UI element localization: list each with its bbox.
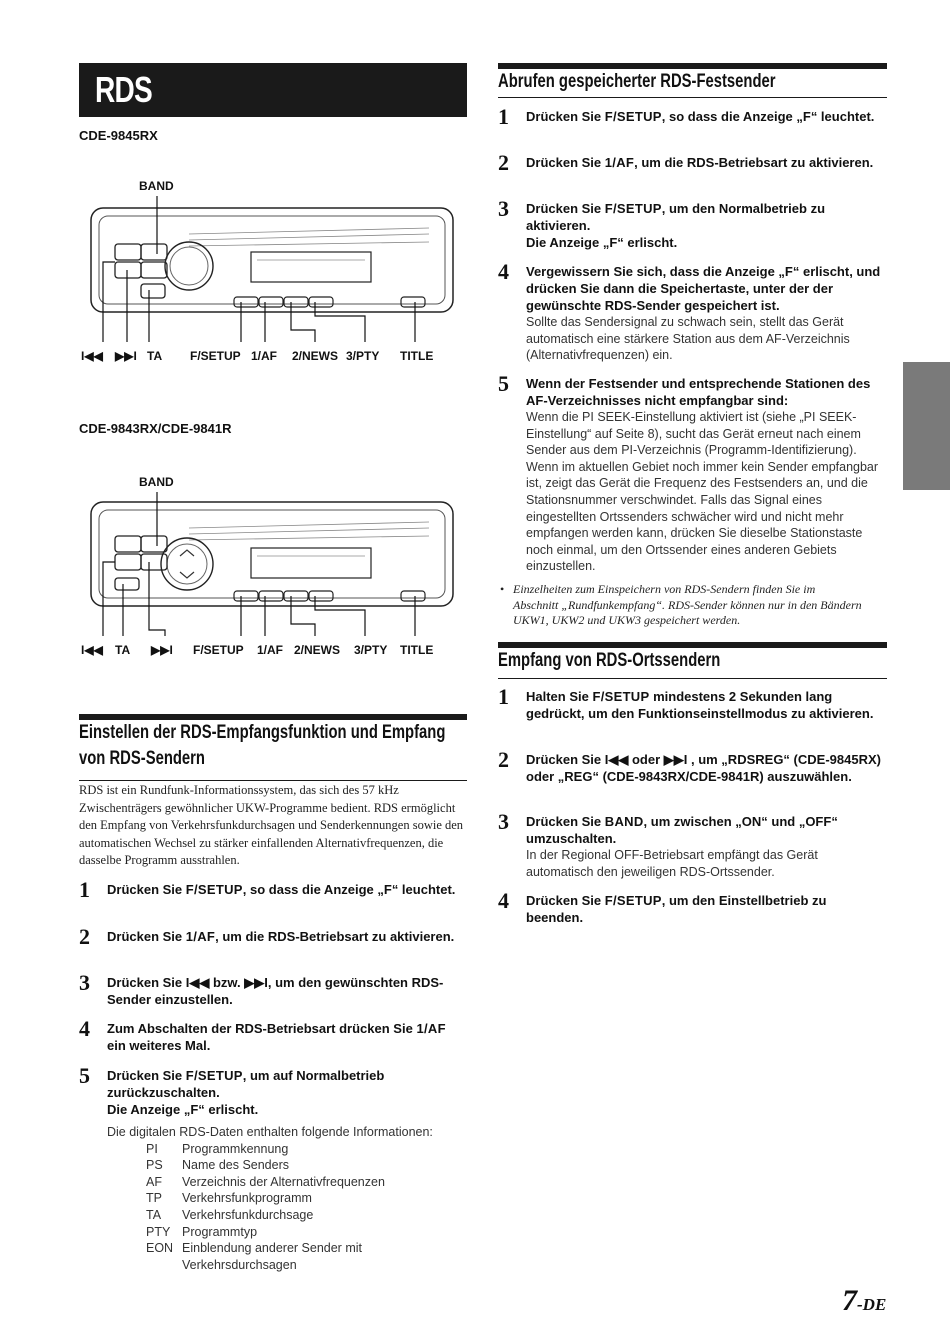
bullet-dot: •: [500, 582, 505, 596]
key-fsetup: F/SETUP: [592, 689, 650, 704]
rds-info-row: PTY Programmtyp: [146, 1224, 258, 1239]
diagram1-label-fsetup: F/SETUP: [190, 349, 241, 363]
step-number: 1: [498, 104, 509, 129]
section1-title: Einstellen der RDS-Empfangsfunktion und Empfang von RDS-Sendern: [79, 722, 446, 769]
step-number: 4: [498, 259, 509, 284]
diagram2-label-next: ▶▶I: [151, 643, 173, 657]
diagram2-band-label: BAND: [139, 475, 174, 489]
diagram2-label-2news: 2/NEWS: [294, 643, 341, 657]
section1-step-4: 4 Zum Abschalten der RDS-Betriebsart drücken Sie 1/AF ein weiteres Mal.: [79, 1016, 446, 1053]
diagram1-label-2news: 2/NEWS: [292, 349, 339, 363]
device-diagram-1: [79, 170, 467, 370]
key-fsetup: F/SETUP: [185, 882, 243, 897]
side-thumb-tab: [903, 362, 950, 490]
diagram1-label-3pty: 3/PTY: [346, 349, 380, 363]
diagram1-label-prev: I◀◀: [81, 349, 103, 363]
section1-step-1: 1 Drücken Sie F/SETUP, so dass die Anzeige „F“ leuchtet.: [79, 877, 456, 902]
step-number: 2: [79, 924, 90, 949]
key-1af: 1/AF: [185, 929, 216, 944]
section1-step-3: 3 Drücken Sie I◀◀ bzw. ▶▶I, um den gewünschten RDS-Sender einzustellen.: [79, 970, 444, 1007]
diagram2-label-fsetup: F/SETUP: [193, 643, 244, 657]
key-band: BAND: [604, 814, 644, 829]
rds-info-row: EON Einblendung anderer Sender mit: [146, 1241, 362, 1256]
step-number: 3: [498, 196, 509, 221]
step-number: 1: [79, 877, 90, 902]
key-fsetup: F/SETUP: [604, 201, 662, 216]
step-note: In der Regional OFF-Betriebsart empfängt das Gerät automatisch den jeweiligen RDS-Ortssender.: [526, 848, 818, 879]
diagram2-label-title: TITLE: [400, 643, 434, 657]
rds-banner: [79, 63, 467, 117]
diagram1-label-title: TITLE: [400, 349, 434, 363]
section2-heading: [498, 63, 887, 98]
rds-info-row: TP Verkehrsfunkprogramm: [146, 1191, 312, 1206]
rds-info-row: Verkehrsdurchsagen: [182, 1257, 297, 1272]
step-number: 3: [79, 970, 90, 995]
model-label-1: CDE-9845RX: [79, 128, 158, 143]
step-note: Sollte das Sendersignal zu schwach sein, stellt das Gerät automatisch eine stärkere Station aus dem AF-Verzeichnis (Alternativfrequenzen) ein.: [526, 315, 850, 363]
diagram1-label-ta: TA: [147, 349, 163, 363]
diagram1-band-label: BAND: [139, 179, 174, 193]
section1-step-2: 2 Drücken Sie 1/AF, um die RDS-Betriebsart zu aktivieren.: [79, 924, 455, 949]
key-1af: 1/AF: [604, 155, 635, 170]
step-number: 2: [498, 747, 509, 772]
step-number: 4: [79, 1016, 90, 1041]
section3-title: Empfang von RDS-Ortssendern: [498, 650, 721, 671]
diagram2-label-ta: TA: [115, 643, 131, 657]
section1-heading: [79, 714, 467, 781]
key-fsetup: F/SETUP: [185, 1068, 243, 1083]
step-note: Wenn die PI SEEK-Einstellung aktiviert ist (siehe „PI SEEK-Einstellung“ auf Seite 8), sucht das Gerät erneut nach einem Sender aus dem PI-Verzeichnis (Programm-Identifizierung). Wenn im aktuellen Gebiet noch immer kein Sender empfangbar ist, zeigt das Gerät die Frequenz des Festsenders an, und die Stationsnummer verschwindet. Falls das Signal eines eingestellten Ortssenders schwächer wird und nicht mehr empfangen werden kann, drücken Sie dieselbe Stationstaste noch einmal, um den Ortssender eines anderen Gebiets einzustellen.: [526, 410, 879, 574]
section3-step-3: 3 Drücken Sie BAND, um zwischen „ON“ und „OFF“ umzuschalten. In der Regional OFF-Betriebsart empfängt das Gerät automatisch den jeweiligen RDS-Ortssender.: [498, 813, 887, 881]
section3-step-1: 1 Halten Sie F/SETUP mindestens 2 Sekunden lang gedrückt, um den Funktionseinstellmodus zu aktivieren.: [498, 684, 874, 721]
step-number: 3: [498, 809, 509, 834]
rds-info-intro: Die digitalen RDS-Daten enthalten folgende Informationen:: [107, 1125, 433, 1139]
rds-info-row: PI Programmkennung: [146, 1141, 289, 1156]
diagram1-label-1af: 1/AF: [251, 349, 278, 363]
section3-step-2: 2 Drücken Sie I◀◀ oder ▶▶I , um „RDSREG“ (CDE-9845RX) oder „REG“ (CDE-9843RX/CDE-9841R) auszuwählen.: [498, 747, 881, 784]
section2-step-2: 2 Drücken Sie 1/AF, um die RDS-Betriebsart zu aktivieren.: [498, 150, 874, 175]
step-number: 1: [498, 684, 509, 709]
step-number: 5: [79, 1063, 90, 1088]
section2-step-4: 4 Vergewissern Sie sich, dass die Anzeige „F“ erlischt, und drücken Sie dann die Speichertaste, unter der der gewünschte RDS-Sender gespeichert ist. Sollte das Sendersignal zu schwach sein, stellt das Gerät automatisch eine stärkere Station aus dem AF-Verzeichnis (Alternativfrequenzen) ein.: [498, 263, 887, 363]
diagram2-label-3pty: 3/PTY: [354, 643, 388, 657]
rds-info-row: AF Verzeichnis der Alternativfrequenzen: [146, 1174, 385, 1189]
model-label-2: CDE-9843RX/CDE-9841R: [79, 421, 232, 436]
section1-step-5: 5 Drücken Sie F/SETUP, um auf Normalbetrieb zurückzuschalten. Die Anzeige „F“ erlischt.: [79, 1063, 385, 1117]
section1-intro: RDS ist ein Rundfunk-Informationssystem, das sich des 57 kHz Zwischenträgers gewöhnlicher UKW-Programme bedient. RDS ermöglicht den Empfang von Verkehrsfunkdurchsagen und Senderkennungen sowie den automatischen Wechsel zu stärker einfallenden Alternativfrequenzen, die dasselbe Programm ausstrahlen.: [79, 783, 464, 867]
diagram2-label-1af: 1/AF: [257, 643, 284, 657]
diagram2-label-prev: I◀◀: [81, 643, 103, 657]
section2-title: Abrufen gespeicherter RDS-Festsender: [498, 71, 776, 92]
device-diagram-2: [79, 464, 467, 664]
rds-info-row: PS Name des Senders: [146, 1158, 290, 1173]
section2-step-1: 1 Drücken Sie F/SETUP, so dass die Anzeige „F“ leuchtet.: [498, 104, 875, 129]
step-number: 5: [498, 371, 509, 396]
diagram1-label-next: ▶▶I: [115, 349, 137, 363]
key-fsetup: F/SETUP: [604, 893, 662, 908]
rds-info-list: [107, 1124, 467, 1273]
step-number: 4: [498, 888, 509, 913]
rds-info-row: TA Verkehrsfunkdurchsage: [146, 1207, 314, 1222]
step-number: 2: [498, 150, 509, 175]
section3-heading: [498, 642, 887, 679]
rds-banner-title: RDS: [95, 69, 152, 110]
section2-step-5: 5 Wenn der Festsender und entsprechende Stationen des AF-Verzeichnisses nicht empfangbar sind: Wenn die PI SEEK-Einstellung aktiviert ist (siehe „PI SEEK-Einstellung“ auf Seite 8), sucht das Gerät erneut nach einem Sender aus dem PI-Verzeichnis (Programm-Identifizierung). Wenn im aktuellen Gebiet noch immer kein Sender empfangbar ist, zeigt das Gerät die Frequenz des Festsenders an, und die Stationsnummer verschwindet. Falls das Signal eines eingestellten Ortssenders schwächer wird und nicht mehr empfangen werden kann, drücken Sie dieselbe Stationstaste noch einmal, um den Ortssender eines anderen Gebiets einzustellen.: [498, 375, 887, 575]
key-1af: 1/AF: [416, 1021, 446, 1036]
page-number: 7-DE: [842, 1284, 887, 1317]
section2-bullet-note: • Einzelheiten zum Einspeichern von RDS-Sendern finden Sie im Abschnitt „Rundfunkempfang“. RDS-Sender können nur in den Bändern UKW1, UKW2 und UKW3 gespeichert werden.: [500, 582, 862, 627]
section3-step-4: 4 Drücken Sie F/SETUP, um den Einstellbetrieb zu beenden.: [498, 888, 827, 925]
section2-step-3: 3 Drücken Sie F/SETUP, um den Normalbetrieb zu aktivieren. Die Anzeige „F“ erlischt.: [498, 196, 826, 250]
key-fsetup: F/SETUP: [604, 109, 662, 124]
